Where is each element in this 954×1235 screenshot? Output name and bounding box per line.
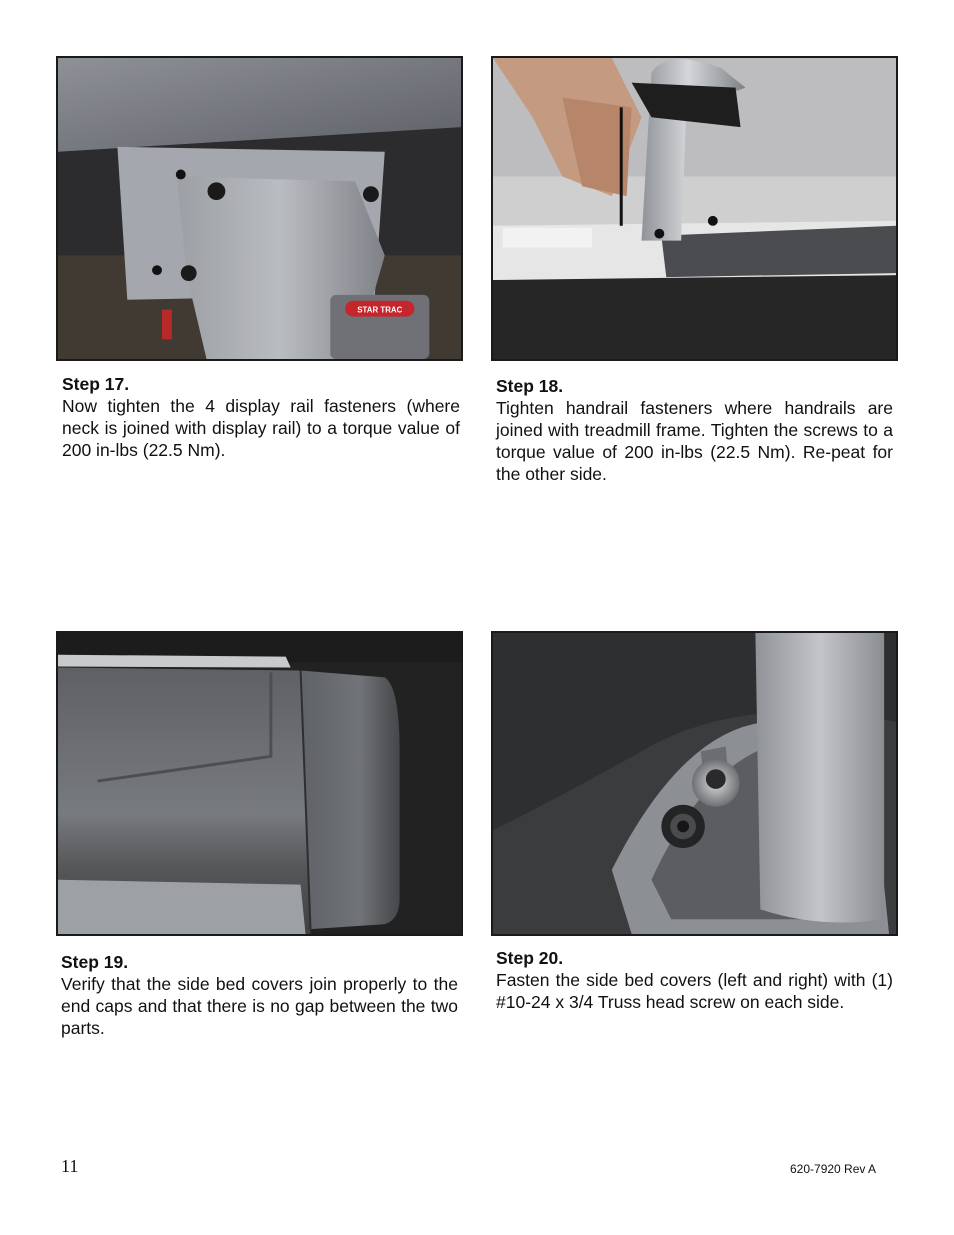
photo-step-19-image	[58, 633, 461, 934]
step-18-text	[496, 375, 893, 485]
step-20-body: Fasten the side bed covers (left and right) with (1) #10-24 x 3/4 Truss head screw on each side.	[496, 970, 893, 1012]
step-19-title: Step 19.	[61, 952, 129, 972]
step-18-body: Tighten handrail fasteners where handrails are joined with treadmill frame. Tighten the screws to a torque value of 200 in-lbs (22.5 Nm). Re-peat for the other side.	[496, 398, 893, 484]
photo-step-20-image	[493, 633, 896, 934]
photo-step-20	[491, 631, 898, 936]
step-20-text	[496, 947, 893, 1013]
photo-step-18-image	[493, 58, 896, 359]
step-17-title: Step 17.	[62, 374, 130, 394]
photo-step-19	[56, 631, 463, 936]
step-19-text	[61, 951, 458, 1039]
step-20-title: Step 20.	[496, 948, 564, 968]
step-18-title: Step 18.	[496, 376, 564, 396]
document-revision: 620-7920 Rev A	[790, 1162, 877, 1176]
step-17-body: Now tighten the 4 display rail fasteners (where neck is joined with display rail) to a torque value of 200 in-lbs (22.5 Nm).	[62, 396, 460, 460]
step-17-text	[62, 373, 460, 461]
photo-step-17	[56, 56, 463, 361]
step-19-body: Verify that the side bed covers join properly to the end caps and that there is no gap between the two parts.	[61, 974, 458, 1038]
page-number: 11	[61, 1156, 79, 1176]
photo-step-17-image	[58, 58, 461, 359]
brand-badge-text: STAR TRAC	[357, 305, 403, 315]
photo-step-18	[491, 56, 898, 361]
